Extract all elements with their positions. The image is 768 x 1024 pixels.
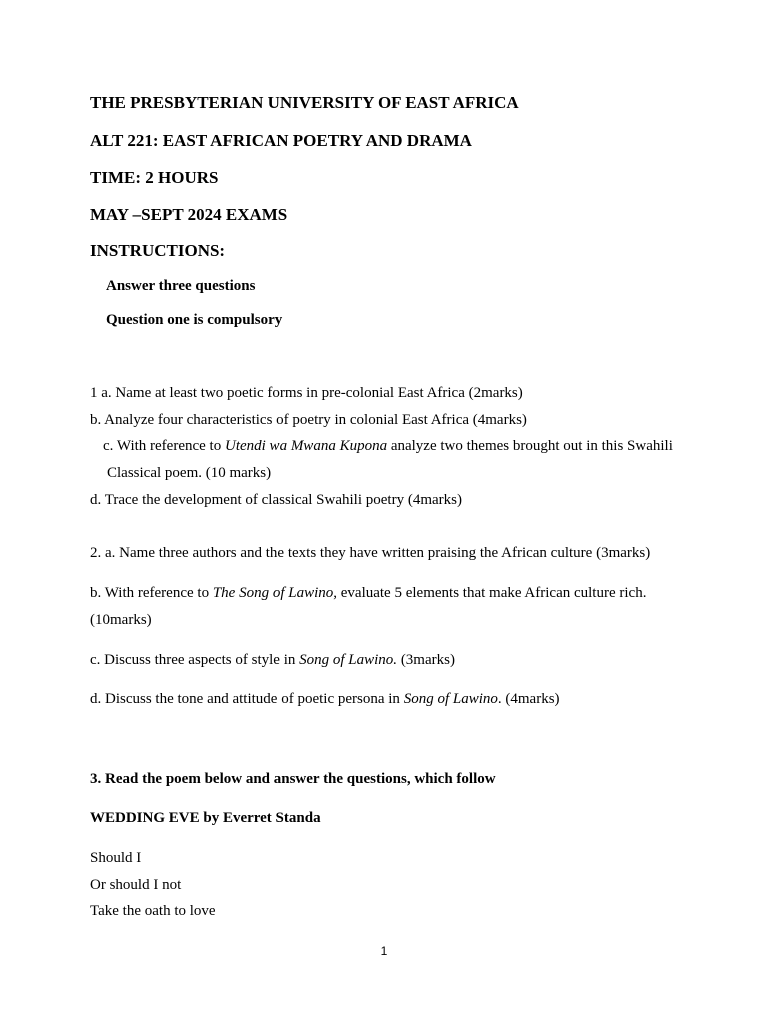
question-3-intro: 3. Read the poem below and answer the questions, which follow bbox=[90, 771, 496, 787]
question-2d bbox=[90, 691, 560, 708]
poem-line: Should I bbox=[90, 850, 142, 866]
poem-title: WEDDING EVE by Everret Standa bbox=[90, 810, 321, 826]
page-number: 1 bbox=[380, 944, 388, 958]
book-title-lawino: Song of Lawino bbox=[403, 691, 498, 707]
question-1b: b. Analyze four characteristics of poetry in colonial East Africa (4marks) bbox=[90, 412, 527, 428]
question-2b bbox=[90, 585, 646, 602]
book-title-lawino: The Song of Lawino bbox=[212, 585, 334, 601]
exam-time: TIME: 2 HOURS bbox=[90, 168, 219, 187]
question-1c-text: c. With reference to bbox=[103, 438, 225, 454]
question-2d-marks: . (4marks) bbox=[497, 691, 560, 707]
question-2c-marks: (3marks) bbox=[397, 652, 455, 668]
question-2d-text: d. Discuss the tone and attitude of poetic persona in bbox=[90, 691, 404, 707]
question-1c bbox=[103, 438, 673, 455]
instruction-item: Question one is compulsory bbox=[106, 312, 283, 328]
poem-line: Take the oath to love bbox=[90, 903, 216, 919]
instruction-item: Answer three questions bbox=[106, 278, 256, 294]
course-title: ALT 221: EAST AFRICAN POETRY AND DRAMA bbox=[90, 131, 472, 150]
poem-line: Or should I not bbox=[90, 877, 182, 893]
instructions-heading: INSTRUCTIONS: bbox=[90, 241, 226, 260]
question-1a: 1 a. Name at least two poetic forms in pre-colonial East Africa (2marks) bbox=[90, 385, 523, 401]
question-1c-text-end: analyze two themes brought out in this Swahili bbox=[387, 438, 673, 454]
question-2c bbox=[90, 652, 455, 669]
poem-title-utendi: Utendi wa Mwana Kupona bbox=[224, 438, 388, 454]
book-title-lawino: Song of Lawino. bbox=[299, 652, 398, 668]
university-title: THE PRESBYTERIAN UNIVERSITY OF EAST AFRICA bbox=[90, 93, 519, 112]
question-2c-text: c. Discuss three aspects of style in bbox=[90, 652, 300, 668]
question-1d: d. Trace the development of classical Swahili poetry (4marks) bbox=[90, 492, 462, 508]
question-2a: 2. a. Name three authors and the texts they have written praising the African culture (3marks) bbox=[90, 545, 651, 561]
question-2b-text: b. With reference to bbox=[90, 585, 213, 601]
question-2b-continuation: (10marks) bbox=[90, 612, 152, 628]
exam-session: MAY –SEPT 2024 EXAMS bbox=[90, 205, 288, 224]
question-1c-continuation: Classical poem. (10 marks) bbox=[107, 465, 272, 481]
question-2b-text-end: , evaluate 5 elements that make African culture rich. bbox=[333, 585, 647, 601]
